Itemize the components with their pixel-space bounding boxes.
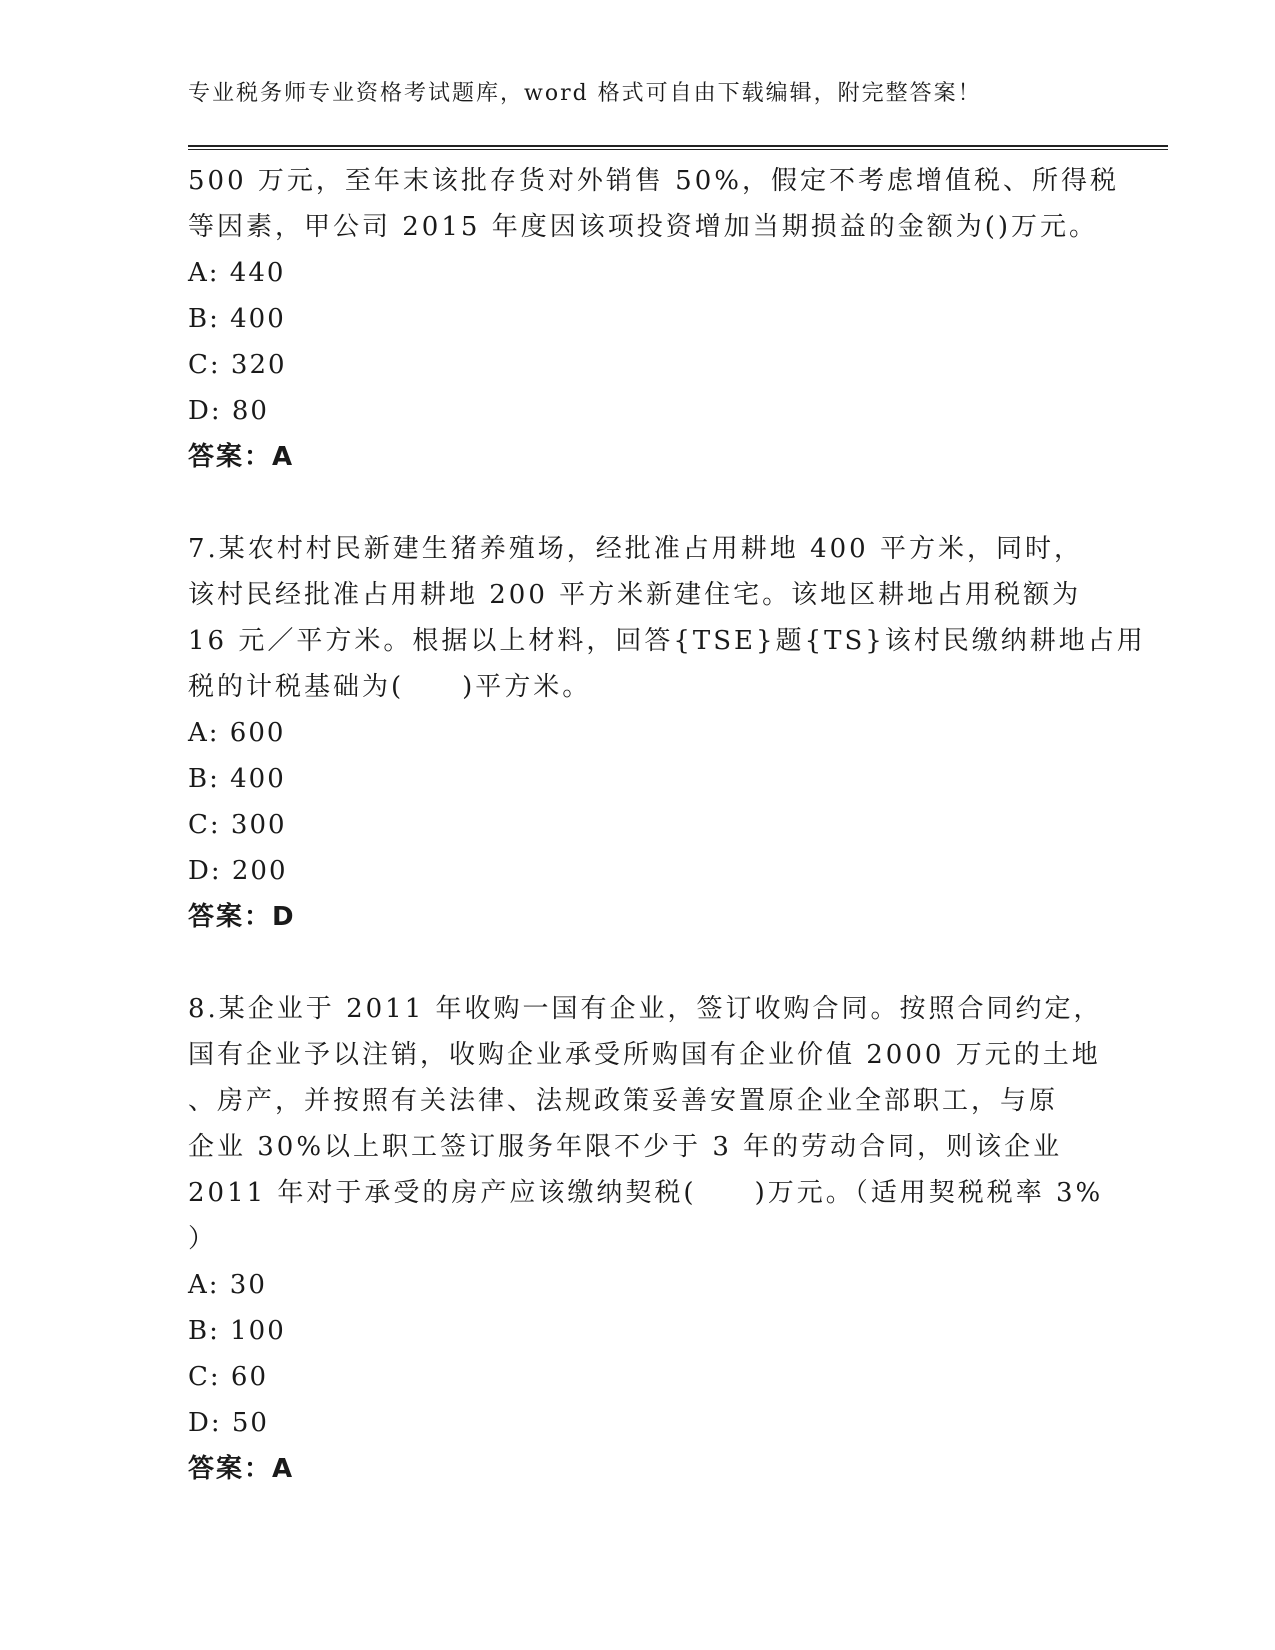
option-b: B: 400 [188,304,286,334]
question-text-line: 2011 年对于承受的房产应该缴纳契税( )万元。（适用契税税率 3% [188,1178,1104,1208]
question-text-line: 企业 30%以上职工签订服务年限不少于 3 年的劳动合同，则该企业 [188,1132,1063,1162]
option-d: D: 200 [188,856,288,886]
option-c: C: 60 [188,1362,269,1392]
page-header: 专业税务师专业资格考试题库，word 格式可自由下载编辑，附完整答案！ [188,81,982,106]
answer-label: 答案：D [188,902,296,932]
answer-label: 答案：A [188,1454,295,1484]
option-c: C: 320 [188,350,287,380]
question-text-line: 等因素，甲公司 2015 年度因该项投资增加当期损益的金额为()万元。 [188,212,1098,242]
question-8 [188,986,1104,1492]
option-a: A: 30 [188,1270,267,1300]
document-body [188,158,1146,1492]
question-text-line: ） [188,1224,218,1254]
question-text-line: 、房产，并按照有关法律、法规政策妥善安置原企业全部职工，与原 [188,1086,1059,1116]
header-rule [188,145,1168,150]
option-d: D: 50 [188,1408,269,1438]
question-text-line: 16 元／平方米。根据以上材料，回答{TSE}题{TS}该村民缴纳耕地占用 [188,626,1146,656]
question-text-line: 国有企业予以注销，收购企业承受所购国有企业价值 2000 万元的土地 [188,1040,1101,1070]
spacer [188,940,1088,986]
question-6 [188,158,1119,480]
spacer [188,480,1088,526]
option-d: D: 80 [188,396,269,426]
question-text-line: 税的计税基础为( )平方米。 [188,672,592,702]
question-7 [188,526,1146,940]
question-text-line: 7.某农村村民新建生猪养殖场，经批准占用耕地 400 平方米，同时， [188,534,1083,564]
question-text-line: 该村民经批准占用耕地 200 平方米新建住宅。该地区耕地占用税额为 [188,580,1082,610]
option-c: C: 300 [188,810,287,840]
option-b: B: 400 [188,764,286,794]
option-a: A: 600 [188,718,286,748]
option-b: B: 100 [188,1316,286,1346]
answer-label: 答案：A [188,442,295,472]
option-a: A: 440 [188,258,286,288]
question-text-line: 8.某企业于 2011 年收购一国有企业，签订收购合同。按照合同约定， [188,994,1103,1024]
question-text-line: 500 万元，至年末该批存货对外销售 50%，假定不考虑增值税、所得税 [188,166,1119,196]
